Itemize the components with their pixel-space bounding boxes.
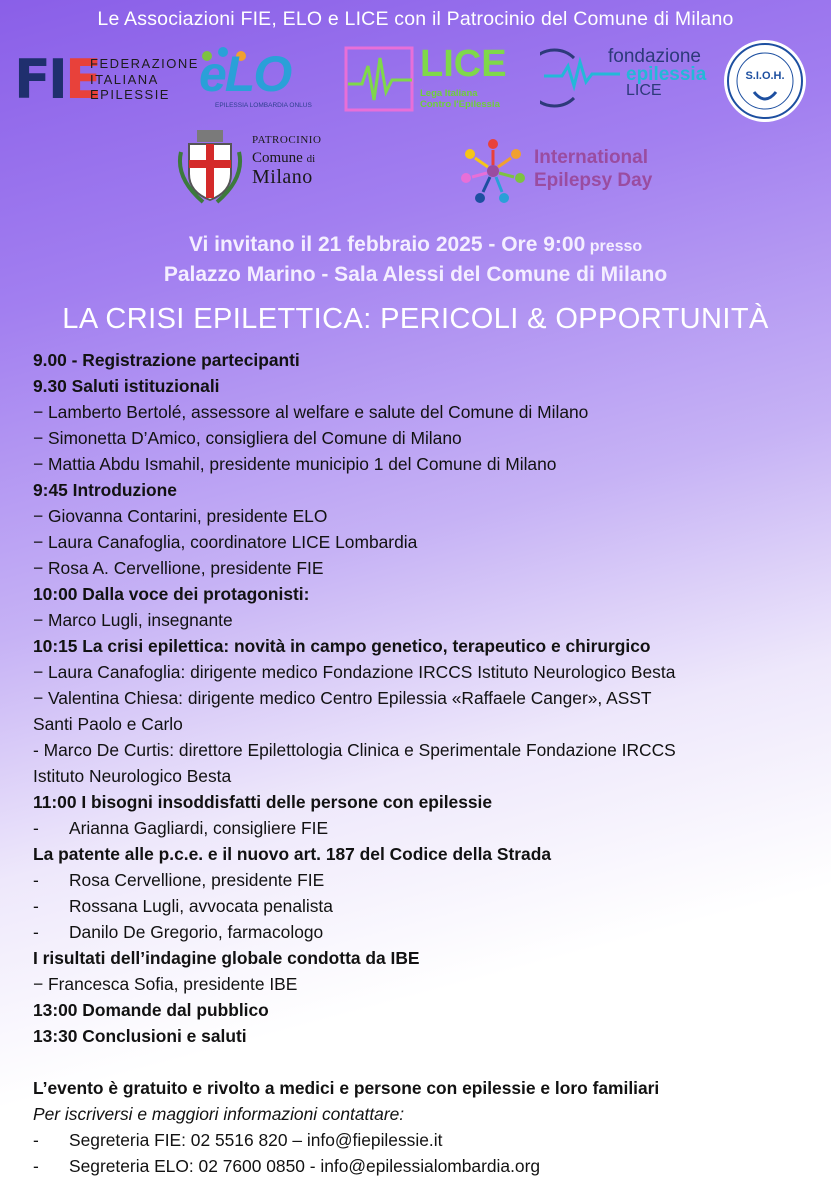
program-heading: 13:00 Domande dal pubblico <box>33 1000 269 1020</box>
program-list-item: − Francesca Sofia, presidente IBE <box>33 974 298 994</box>
program-heading: 13:30 Conclusioni e saluti <box>33 1026 247 1046</box>
program-item-text: Segreteria ELO: 02 7600 0850 - info@epilessialombardia.org <box>69 1156 541 1176</box>
comune-milano-logo: PATROCINIO Comune di Milano <box>173 128 333 208</box>
program-heading: 9.30 Saluti istituzionali <box>33 376 220 396</box>
program-heading: 10:15 La crisi epilettica: novità in campo genetico, terapeutico e chirurgico <box>33 636 651 656</box>
program-item-text: Danilo De Gregorio, farmacologo <box>69 922 324 942</box>
lice-logo <box>344 44 516 114</box>
program-list-item: − Mattia Abdu Ismahil, presidente municipio 1 del Comune di Milano <box>33 454 557 474</box>
bullet-dash: - <box>33 922 39 942</box>
bullet-dash: - <box>33 896 39 916</box>
elo-logo-sub: EPILESSIA LOMBARDIA ONLUS <box>215 102 312 109</box>
bullet-dash: - <box>33 818 39 838</box>
program-list-item <box>33 1127 813 1153</box>
program-list-item <box>33 815 813 841</box>
lice-logo-word: LICE <box>420 43 507 85</box>
program-item-text: Segreteria FIE: 02 5516 820 – info@fiepilessie.it <box>69 1130 443 1150</box>
program-heading: 11:00 I bisogni insoddisfatti delle persone con epilessie <box>33 792 493 812</box>
fie-logo <box>14 48 199 111</box>
program-list-item: − Laura Canafoglia, coordinatore LICE Lombardia <box>33 532 418 552</box>
program-list-item: - Marco De Curtis: direttore Epilettologia Clinica e Sperimentale Fondazione IRCCS <box>33 740 676 760</box>
program-list-item: − Valentina Chiesa: dirigente medico Centro Epilessia «Raffaele Canger», ASST <box>33 688 652 708</box>
program-list-item <box>33 1153 813 1179</box>
program-list-item: − Lamberto Bertolé, assessore al welfare e salute del Comune di Milano <box>33 402 589 422</box>
program-list-item: − Marco Lugli, insegnante <box>33 610 233 630</box>
fondazione-logo: fondazione epilessia LICE <box>540 46 715 108</box>
program-list-item: − Laura Canafoglia: dirigente medico Fondazione IRCCS Istituto Neurologico Besta <box>33 662 676 682</box>
program-list-item <box>33 919 813 945</box>
invite-line-1: Vi invitano il 21 febbraio 2025 - Ore 9:00 presso <box>188 233 643 256</box>
program-heading: 10:00 Dalla voce dei protagonisti: <box>33 584 310 604</box>
epilepsy-day-logo <box>458 136 688 206</box>
program-heading: La patente alle p.c.e. e il nuovo art. 187 del Codice della Strada <box>33 844 552 864</box>
header-text: Le Associazioni FIE, ELO e LICE con il Patrocinio del Comune di Milano <box>97 8 734 30</box>
elo-logo <box>193 46 318 114</box>
bullet-dash: - <box>33 1156 39 1176</box>
program-item-text: Arianna Gagliardi, consigliere FIE <box>69 818 329 838</box>
epilepsy-day-text: International Epilepsy Day <box>534 147 653 191</box>
program-list-item: Istituto Neurologico Besta <box>33 766 232 786</box>
program-item-text: Rosa Cervellione, presidente FIE <box>69 870 325 890</box>
program-heading: I risultati dell’indagine globale condotta da IBE <box>33 948 420 968</box>
program-list-item: Santi Paolo e Carlo <box>33 714 183 734</box>
milano-coat-of-arms-icon <box>173 128 247 208</box>
program-item-text: Rossana Lugli, avvocata penalista <box>69 896 333 916</box>
lice-logo-sub: Lega Italiana Contro l'Epilessia <box>420 88 500 110</box>
invite-line-2: Palazzo Marino - Sala Alessi del Comune di Milano <box>163 263 668 286</box>
program-list-item: − Simonetta D’Amico, consigliera del Comune di Milano <box>33 428 462 448</box>
program-list-item <box>33 893 813 919</box>
epilepsy-day-people-icon <box>458 136 528 206</box>
fie-logo-text: FEDERAZIONE ITALIANA EPILESSIE <box>90 56 199 102</box>
program-list <box>33 347 813 1179</box>
program-heading: 9:45 Introduzione <box>33 480 177 500</box>
program-list-item <box>33 867 813 893</box>
bullet-dash: - <box>33 870 39 890</box>
sioh-logo: S.I.O.H. <box>724 40 806 122</box>
program-list-item: Per iscriversi e maggiori informazioni contattare: <box>33 1104 405 1124</box>
fie-logo-mark: FIE <box>14 48 99 111</box>
elo-logo-word: eLO <box>199 46 291 102</box>
program-heading: 9.00 - Registrazione partecipanti <box>33 350 300 370</box>
program-list-item: − Rosa A. Cervellione, presidente FIE <box>33 558 324 578</box>
page-title: LA CRISI EPILETTICA: PERICOLI & OPPORTUNITÀ <box>62 303 769 335</box>
bullet-dash: - <box>33 1130 39 1150</box>
program-heading: L’evento è gratuito e rivolto a medici e persone con epilessie e loro familiari <box>33 1078 660 1098</box>
program-list-item: − Giovanna Contarini, presidente ELO <box>33 506 328 526</box>
lice-wave-icon <box>344 44 416 114</box>
program-spacer <box>33 1049 813 1075</box>
